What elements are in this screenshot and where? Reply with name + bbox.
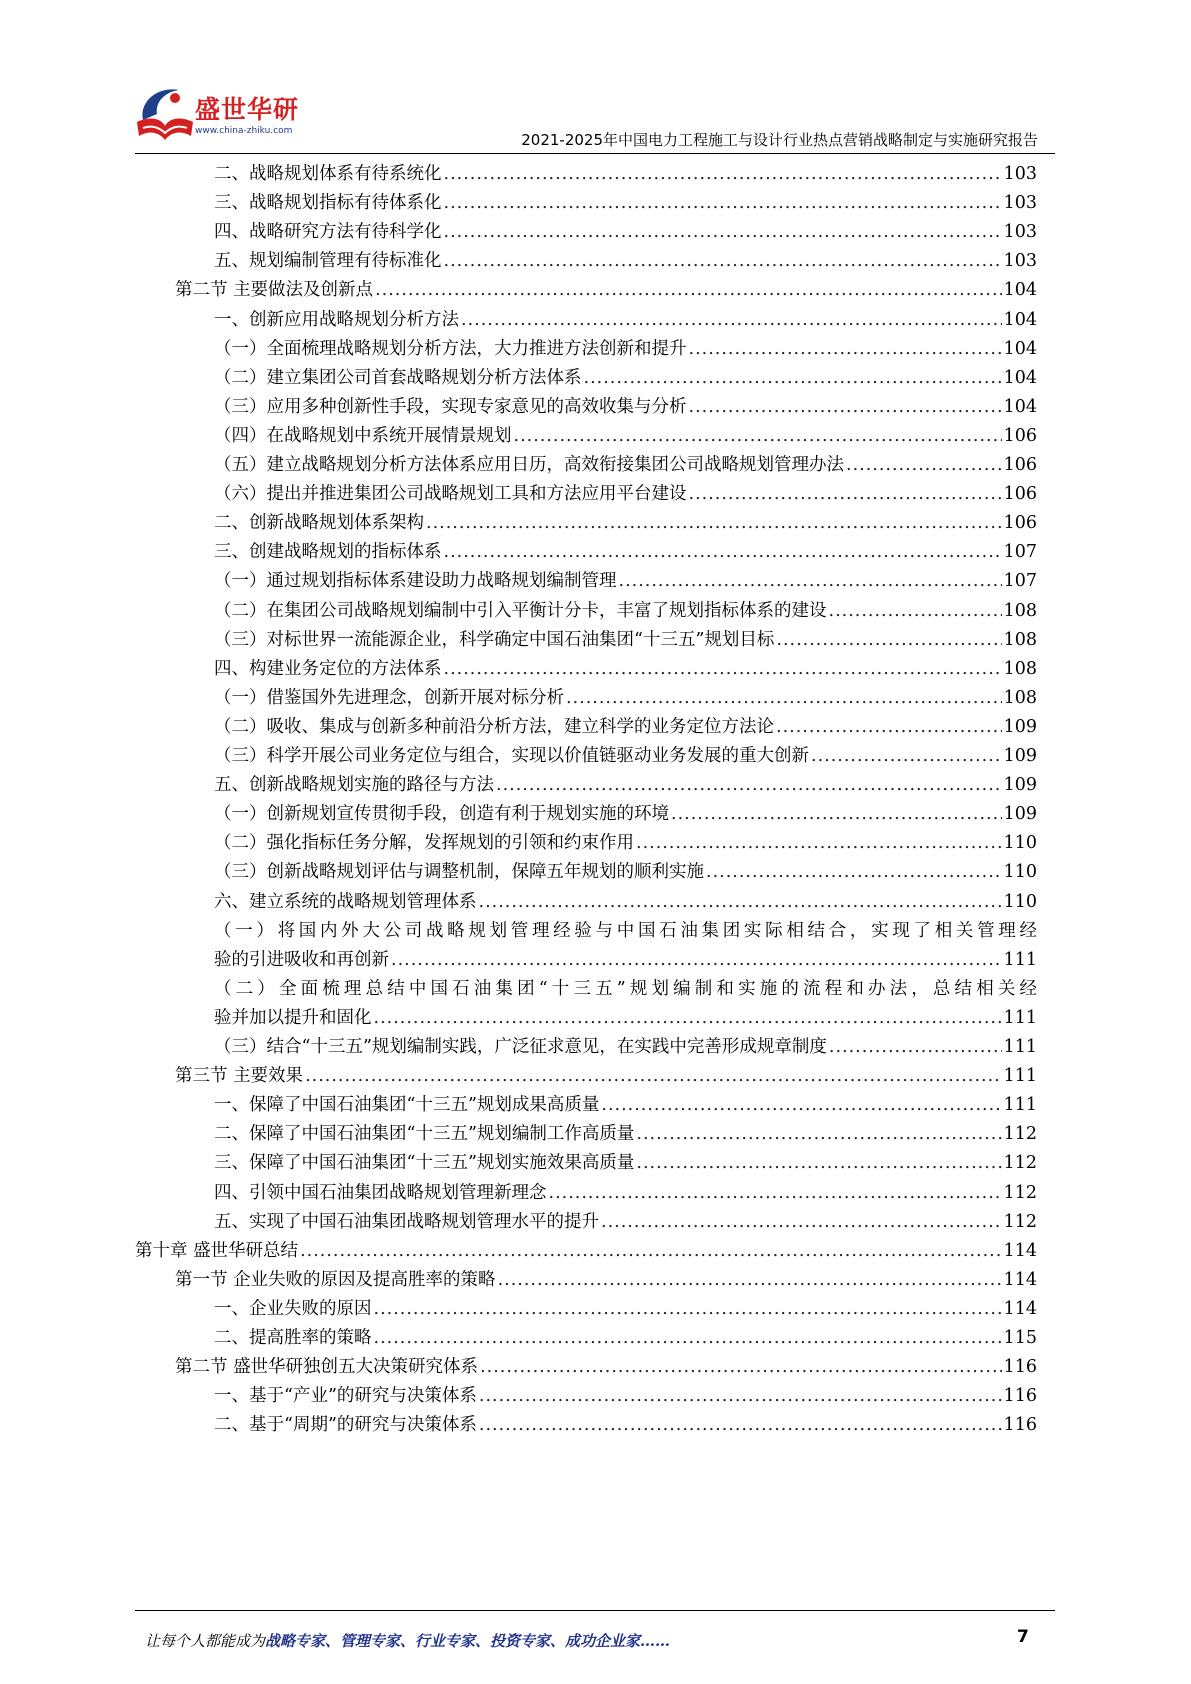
- toc-leader-dots: [776, 625, 1001, 656]
- toc-entry[interactable]: [214, 1381, 1037, 1412]
- toc-leader-dots: [636, 828, 1002, 859]
- toc-leader-dots: [584, 363, 1002, 394]
- toc-entry[interactable]: [214, 625, 1037, 656]
- toc-leader-dots: [444, 537, 1002, 568]
- toc-entry-title: （二）强化指标任务分解，发挥规划的引领和约束作用: [214, 833, 634, 853]
- toc-entry-title: 二、基于“周期”的研究与决策体系: [214, 1415, 477, 1435]
- toc-entry-page: 103: [1003, 251, 1037, 271]
- toc-entry-page: 108: [1003, 601, 1037, 621]
- toc-entry[interactable]: [135, 1236, 1037, 1267]
- toc-entry[interactable]: （二）全面梳理总结中国石油集团“十三五”规划编制和实施的流程和办法，总结相关经: [214, 979, 1037, 999]
- toc-entry-page: 114: [1003, 1270, 1037, 1290]
- toc-entry-page: 110: [1003, 833, 1037, 853]
- toc-entry[interactable]: [214, 188, 1037, 219]
- toc-entry[interactable]: [214, 596, 1037, 627]
- toc-entry-page: 111: [1003, 1008, 1037, 1028]
- toc-entry-page: 109: [1003, 717, 1037, 737]
- header-divider: [135, 153, 1055, 154]
- toc-entry-title: （二）建立集团公司首套战略规划分析方法体系: [214, 368, 582, 388]
- toc-leader-dots: [305, 1061, 1002, 1092]
- toc-entry[interactable]: [214, 1032, 1037, 1063]
- toc-entry-title: 验的引进吸收和再创新: [214, 950, 389, 970]
- toc-leader-dots: [671, 799, 1002, 830]
- toc-leader-dots: [461, 305, 1002, 336]
- toc-entry[interactable]: [214, 654, 1037, 685]
- toc-entry-title: 五、创新战略规划实施的路径与方法: [214, 775, 494, 795]
- footer-divider: [135, 1610, 1055, 1611]
- toc-entry-page: 104: [1003, 310, 1037, 330]
- toc-entry-title: 二、战略规划体系有待系统化: [214, 164, 442, 184]
- toc-leader-dots: [374, 1294, 1002, 1325]
- toc-entry-title: （三）结合“十三五”规划编制实践，广泛征求意见，在实践中完善形成规章制度: [214, 1037, 827, 1057]
- toc-entry-title: 第十章 盛世华研总结: [135, 1241, 299, 1261]
- toc-entry-title: （二）吸收、集成与创新多种前沿分析方法，建立科学的业务定位方法论: [214, 717, 774, 737]
- toc-entry[interactable]: [214, 217, 1037, 248]
- toc-leader-dots: [479, 1410, 1002, 1441]
- toc-entry-title: 三、创建战略规划的指标体系: [214, 542, 442, 562]
- toc-entry-page: 112: [1003, 1183, 1037, 1203]
- toc-entry-title: 一、创新应用战略规划分析方法: [214, 310, 459, 330]
- slogan-prefix: 让每个人都能成为: [145, 1632, 266, 1650]
- toc-leader-dots: [601, 1207, 1002, 1238]
- toc-leader-dots: [444, 159, 1002, 190]
- toc-entry-page: 106: [1003, 484, 1037, 504]
- toc-leader-dots: [811, 741, 1002, 772]
- toc-entry[interactable]: [214, 479, 1037, 510]
- toc-entry-page: 114: [1003, 1241, 1037, 1261]
- toc-leader-dots: [496, 770, 1002, 801]
- toc-leader-dots: [829, 596, 1002, 627]
- toc-entry[interactable]: [214, 1119, 1037, 1150]
- toc-entry-page: 104: [1003, 339, 1037, 359]
- toc-entry-page: 108: [1003, 630, 1037, 650]
- toc-entry-page: 103: [1003, 193, 1037, 213]
- report-title: 2021-2025年中国电力工程施工与设计行业热点营销战略制定与实施研究报告: [521, 131, 1038, 149]
- toc-entry-page: 111: [1003, 950, 1037, 970]
- toc-entry-title: （三）对标世界一流能源企业，科学确定中国石油集团“十三五”规划目标: [214, 630, 775, 650]
- toc-leader-dots: [479, 1381, 1002, 1412]
- toc-entry-title: 三、保障了中国石油集团“十三五”规划实施效果高质量: [214, 1153, 635, 1173]
- toc-entry-title: 四、引领中国石油集团战略规划管理新理念: [214, 1183, 547, 1203]
- toc-entry-page: 114: [1003, 1299, 1037, 1319]
- toc-leader-dots: [566, 683, 1002, 714]
- toc-entry[interactable]: [175, 1352, 1037, 1383]
- toc-entry-page: 112: [1003, 1153, 1037, 1173]
- toc-leader-dots: [444, 188, 1002, 219]
- toc-entry[interactable]: [214, 741, 1037, 772]
- toc-entry-page: 103: [1003, 164, 1037, 184]
- toc-leader-dots: [300, 1236, 1002, 1267]
- toc-entry[interactable]: [214, 305, 1037, 336]
- toc-entry[interactable]: [214, 683, 1037, 714]
- toc-entry-title: 第二节 主要做法及创新点: [175, 280, 374, 300]
- toc-entry[interactable]: [214, 566, 1037, 597]
- toc-entry-title: 第二节 盛世华研独创五大决策研究体系: [175, 1357, 479, 1377]
- toc-entry[interactable]: [175, 1265, 1037, 1296]
- toc-entry[interactable]: [214, 159, 1037, 190]
- toc-entry[interactable]: [214, 1294, 1037, 1325]
- toc-entry-title: （三）创新战略规划评估与调整机制，保障五年规划的顺利实施: [214, 862, 704, 882]
- toc-entry-title: 二、保障了中国石油集团“十三五”规划编制工作高质量: [214, 1124, 635, 1144]
- toc-entry[interactable]: [214, 828, 1037, 859]
- toc-entry[interactable]: [214, 508, 1037, 539]
- toc-leader-dots: [846, 450, 1002, 481]
- toc-entry-title: （四）在战略规划中系统开展情景规划: [214, 426, 512, 446]
- page-header: [0, 0, 1191, 160]
- toc-leader-dots: [689, 334, 1002, 365]
- toc-entry-page: 107: [1003, 571, 1037, 591]
- toc-entry-title: （五）建立战略规划分析方法体系应用日历，高效衔接集团公司战略规划管理办法: [214, 455, 844, 475]
- toc-entry[interactable]: [214, 363, 1037, 394]
- toc-entry[interactable]: [214, 392, 1037, 423]
- toc-entry[interactable]: [214, 246, 1037, 277]
- toc-entry-page: 106: [1003, 513, 1037, 533]
- toc-entry-title: （二）在集团公司战略规划编制中引入平衡计分卡，丰富了规划指标体系的建设: [214, 601, 827, 621]
- toc-entry-title: 二、创新战略规划体系架构: [214, 513, 424, 533]
- toc-entry[interactable]: [214, 421, 1037, 452]
- toc-entry-page: 104: [1003, 397, 1037, 417]
- toc-entry-page: 111: [1003, 1066, 1037, 1086]
- toc-entry-page: 107: [1003, 542, 1037, 562]
- toc-entry-page: 116: [1003, 1357, 1037, 1377]
- toc-entry[interactable]: [214, 945, 1037, 976]
- toc-leader-dots: [426, 508, 1002, 539]
- toc-leader-dots: [619, 566, 1002, 597]
- toc-entry[interactable]: [214, 1410, 1037, 1441]
- toc-leader-dots: [829, 1032, 1002, 1063]
- toc-entry[interactable]: （一）将国内外大公司战略规划管理经验与中国石油集团实际相结合，实现了相关管理经: [214, 921, 1037, 941]
- toc-entry-title: 第三节 主要效果: [175, 1066, 304, 1086]
- toc-entry[interactable]: [214, 712, 1037, 743]
- toc-entry[interactable]: [214, 887, 1037, 918]
- toc-entry[interactable]: [214, 857, 1037, 888]
- toc-entry-page: 110: [1003, 862, 1037, 882]
- footer-slogan: [145, 1630, 670, 1651]
- company-logo: [135, 80, 305, 150]
- logo-url: www.china-zhiku.com: [195, 126, 293, 136]
- toc-entry-page: 115: [1003, 1328, 1037, 1348]
- toc-entry-title: 第一节 企业失败的原因及提高胜率的策略: [175, 1270, 496, 1290]
- toc-entry[interactable]: [214, 334, 1037, 365]
- toc-leader-dots: [514, 421, 1002, 452]
- toc-entry-title: （三）应用多种创新性手段，实现专家意见的高效收集与分析: [214, 397, 687, 417]
- toc-entry-title: 四、战略研究方法有待科学化: [214, 222, 442, 242]
- toc-entry[interactable]: [175, 275, 1037, 306]
- toc-entry[interactable]: [214, 450, 1037, 481]
- toc-entry-title: （三）科学开展公司业务定位与组合，实现以价值链驱动业务发展的重大创新: [214, 746, 809, 766]
- toc-leader-dots: [374, 1323, 1002, 1354]
- toc-leader-dots: [498, 1265, 1002, 1296]
- toc-entry[interactable]: [214, 537, 1037, 568]
- toc-entry-page: 104: [1003, 280, 1037, 300]
- toc-entry-title: 验并加以提升和固化: [214, 1008, 372, 1028]
- toc-entry-page: 110: [1003, 892, 1037, 912]
- toc-leader-dots: [444, 217, 1002, 248]
- toc-leader-dots: [391, 945, 1002, 976]
- page-number: 7: [1017, 1627, 1029, 1647]
- toc-entry-title: 四、构建业务定位的方法体系: [214, 659, 442, 679]
- toc-entry-page: 111: [1003, 1095, 1037, 1115]
- toc-entry-title: 一、基于“产业”的研究与决策体系: [214, 1386, 477, 1406]
- toc-entry[interactable]: [214, 1003, 1037, 1034]
- toc-leader-dots: [776, 712, 1002, 743]
- toc-entry-page: 108: [1003, 688, 1037, 708]
- toc-entry-page: 116: [1003, 1415, 1037, 1435]
- toc-leader-dots: [706, 857, 1002, 888]
- toc-entry-title: 六、建立系统的战略规划管理体系: [214, 892, 477, 912]
- toc-entry-title: （一）创新规划宣传贯彻手段，创造有利于规划实施的环境: [214, 804, 669, 824]
- toc-leader-dots: [636, 1148, 1001, 1179]
- toc-entry-title: （一）借鉴国外先进理念，创新开展对标分析: [214, 688, 564, 708]
- toc-entry[interactable]: [214, 1090, 1037, 1121]
- toc-leader-dots: [636, 1119, 1001, 1150]
- toc-entry-page: 109: [1003, 746, 1037, 766]
- slogan-highlight: 战略专家、管理专家、行业专家、投资专家、成功企业家……: [265, 1632, 671, 1650]
- toc-leader-dots: [375, 275, 1002, 306]
- toc-leader-dots: [479, 887, 1002, 918]
- logo-emblem-icon: [135, 80, 195, 150]
- toc-entry-page: 112: [1003, 1124, 1037, 1144]
- toc-entry-page: 112: [1003, 1212, 1037, 1232]
- toc-leader-dots: [480, 1352, 1002, 1383]
- toc-entry-page: 104: [1003, 368, 1037, 388]
- toc-entry-page: 103: [1003, 222, 1037, 242]
- toc-entry-title: 一、企业失败的原因: [214, 1299, 372, 1319]
- toc-leader-dots: [444, 654, 1002, 685]
- toc-entry[interactable]: [214, 770, 1037, 801]
- toc-entry[interactable]: [214, 1207, 1037, 1238]
- toc-entry-title: （一）通过规划指标体系建设助力战略规划编制管理: [214, 571, 617, 591]
- logo-text: 盛世华研: [195, 95, 300, 124]
- toc-leader-dots: [689, 392, 1002, 423]
- toc-entry[interactable]: [214, 1323, 1037, 1354]
- toc-entry[interactable]: [214, 799, 1037, 830]
- toc-entry-page: 108: [1003, 659, 1037, 679]
- toc-entry-page: 111: [1003, 1037, 1037, 1057]
- toc-entry-title: 二、提高胜率的策略: [214, 1328, 372, 1348]
- toc-entry-title: 五、规划编制管理有待标准化: [214, 251, 442, 271]
- toc-leader-dots: [549, 1178, 1002, 1209]
- toc-entry[interactable]: [175, 1061, 1037, 1092]
- toc-entry-title: 三、战略规划指标有待体系化: [214, 193, 442, 213]
- toc-entry-title: 五、实现了中国石油集团战略规划管理水平的提升: [214, 1212, 599, 1232]
- toc-entry[interactable]: [214, 1178, 1037, 1209]
- toc-entry[interactable]: [214, 1148, 1037, 1179]
- toc-entry-title: （一）全面梳理战略规划分析方法，大力推进方法创新和提升: [214, 339, 687, 359]
- toc-leader-dots: [444, 246, 1002, 277]
- toc-entry-page: 116: [1003, 1386, 1037, 1406]
- toc-leader-dots: [374, 1003, 1002, 1034]
- toc-entry-title: 一、保障了中国石油集团“十三五”规划成果高质量: [214, 1095, 600, 1115]
- toc-leader-dots: [601, 1090, 1001, 1121]
- toc-entry-page: 106: [1003, 455, 1037, 475]
- toc-entry-page: 106: [1003, 426, 1037, 446]
- toc-entry-title: （六）提出并推进集团公司战略规划工具和方法应用平台建设: [214, 484, 687, 504]
- toc-leader-dots: [689, 479, 1002, 510]
- toc-entry-page: 109: [1003, 804, 1037, 824]
- toc-entry-page: 109: [1003, 775, 1037, 795]
